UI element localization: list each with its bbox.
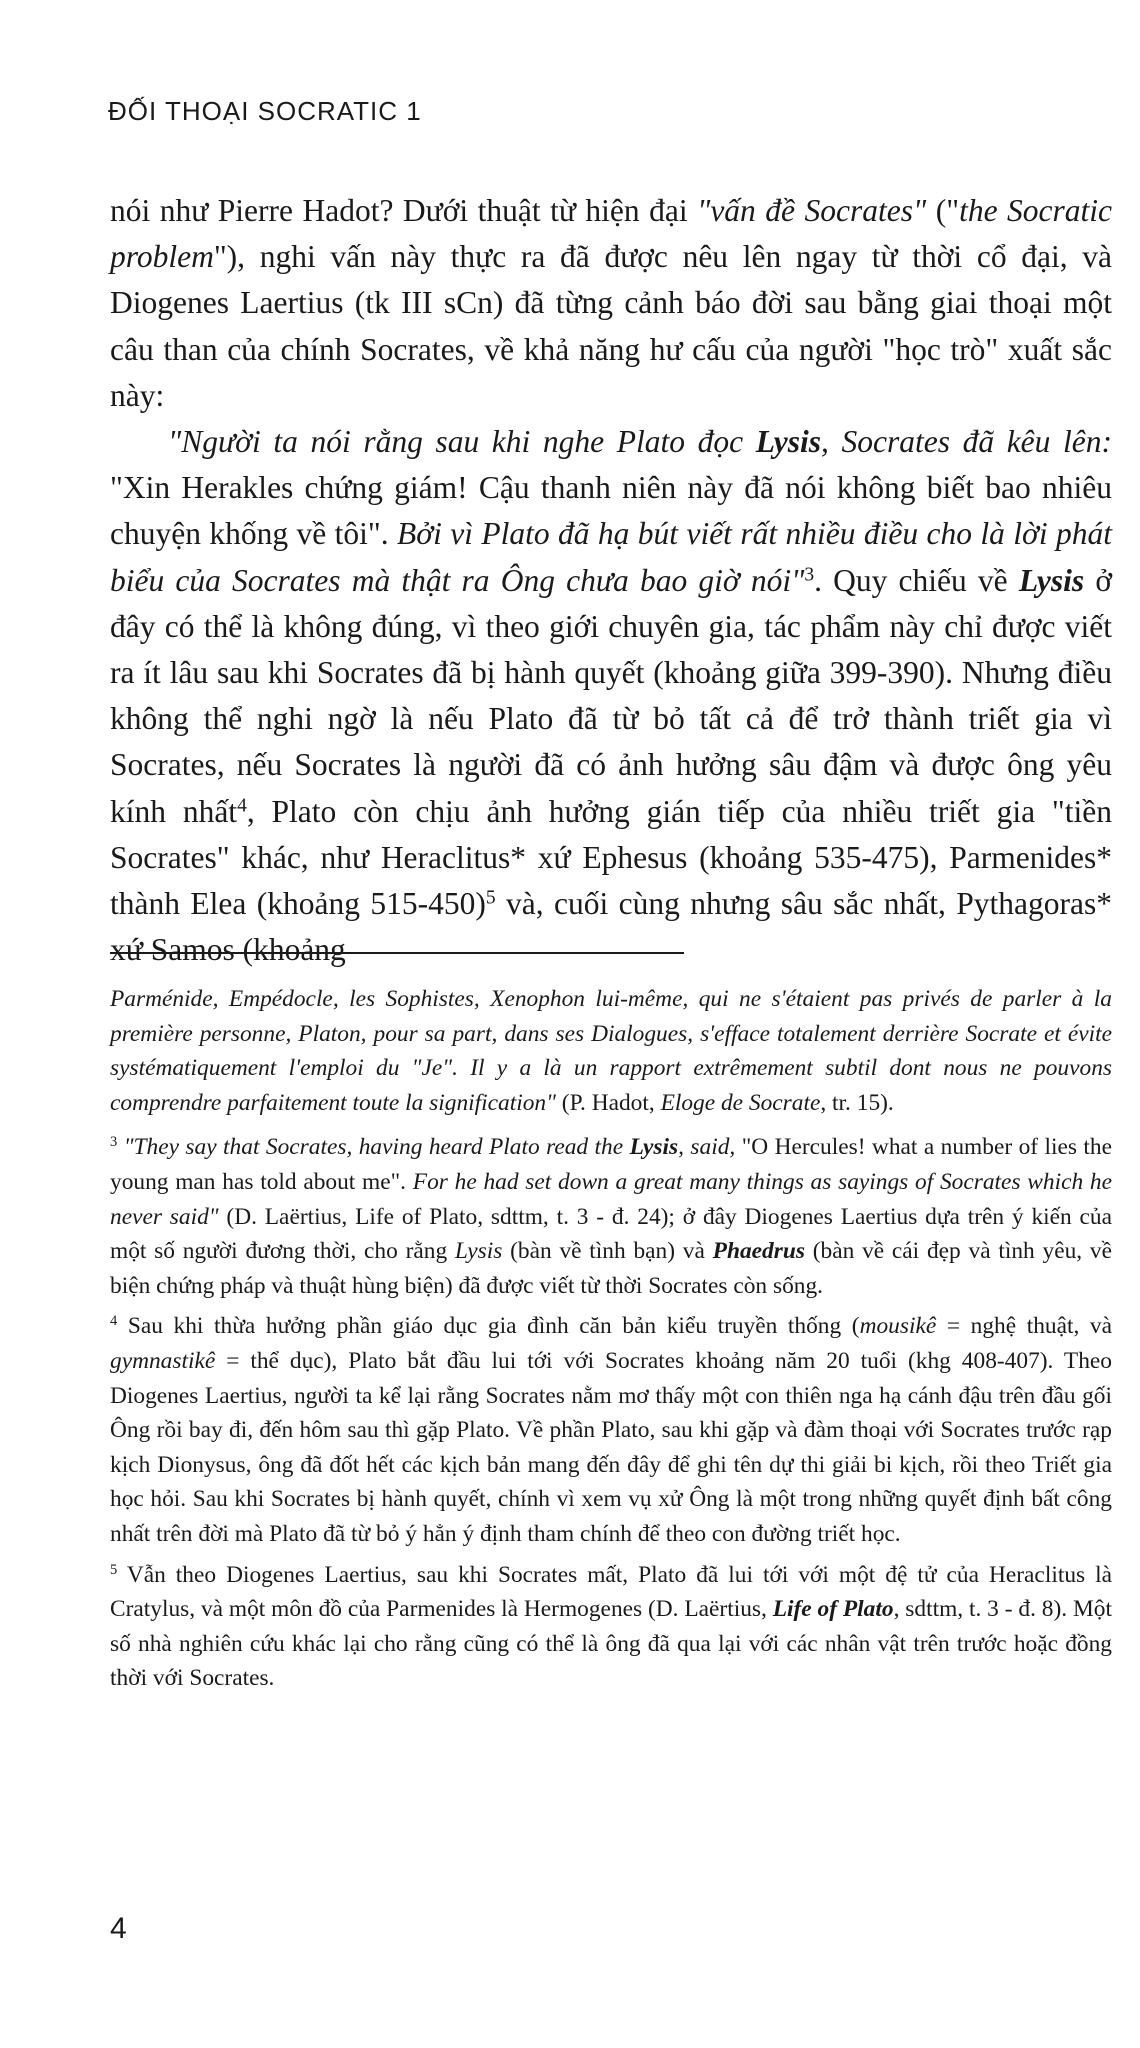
footnote-ref-3[interactable]: 3 xyxy=(804,563,815,585)
footnote-continuation: Parménide, Empédocle, les Sophistes, Xenophon lui-même, qui ne s'étaient pas privés de parler à la première personne, Platon, pour sa part, dans ses Dialogues, s'efface totalement derrière Socrate et évite systématiquement l'emploi du "Je". Il y a là un rapport extrêmement subtil dont nous ne pouvons comprendre parfaitement toute la signification" (P. Hadot, Eloge de Socrate, tr. 15). xyxy=(110,986,1112,1116)
main-text xyxy=(110,188,1112,973)
footnote-3: $^3$ "They say that Socrates, having heard Plato read the Lysis, said, "O Hercules! what a number of lies the young man has told about me". For he had set down a great many things as sayings of Socrates which he never said" (D. Laërtius, Life of Plato, sdttm, t. 3 - đ. 24); ở đây Diogenes Laertius dựa trên ý kiến của một số người đương thời, cho rằng Lysis (bàn về tình bạn) và Phaedrus (bàn về cái đẹp và tình yêu, về biện chứng pháp và thuật hùng biện) đã được viết từ thời Socrates còn sống. xyxy=(110,1134,1113,1299)
running-head-title: ĐỐI THOẠI SOCRATIC 1 xyxy=(108,96,422,126)
footnote-marker-4: 4 xyxy=(110,1313,118,1330)
paragraph-1: nói như Pierre Hadot? Dưới thuật từ hiện đại "vấn đề Socrates" ("the Socratic problem"), nghi vấn này thực ra đã được nêu lên ngay từ thời cổ đại, và Diogenes Laertius (tk III sCn) đã từng cảnh báo đời sau bằng giai thoại một câu than của chính Socrates, về khả năng hư cấu của người "học trò" xuất sắc này: xyxy=(110,193,1113,413)
footnote-ref-5[interactable]: 5 xyxy=(485,887,496,909)
footnote-4: $^4$ Sau khi thừa hưởng phần giáo dục gia đình căn bản kiểu truyền thống (mousikê = nghệ thuật, và gymnastikê = thể dục), Plato bắt đầu lui tới với Socrates khoảng năm 20 tuổi (khg 408-407). Theo Diogenes Laertius, người ta kể lại rằng Socrates nằm mơ thấy một con thiên nga hạ cánh đậu trên đầu gối Ông rồi bay đi, đến hôm sau thì gặp Plato. Về phần Plato, sau khi gặp và đàm thoại với Socrates trước rạp kịch Dionysus, ông đã đốt hết các kịch bản mang đến đây để ghi tên dự thi giải bi kịch, rồi theo Triết gia học hỏi. Sau khi Socrates bị hành quyết, chính vì xem vụ xử Ông là một trong những quyết định bất công nhất trên đời mà Plato đã từ bỏ ý hẳn ý định tham chính để theo con đường triết học. xyxy=(110,1313,1112,1547)
page-number: 4 xyxy=(110,1912,127,1945)
paragraph-2: "Người ta nói rằng sau khi nghe Plato đọc Lysis, Socrates đã kêu lên: "Xin Herakles chứng giám! Cậu thanh niên này đã nói không biết bao nhiêu chuyện khống về tôi". Bởi vì Plato đã hạ bút viết rất nhiều điều cho là lời phát biểu của Socrates mà thật ra Ông chưa bao giờ nói"$^3$. Quy chiếu về Lysis ở đây có thể là không đúng, vì theo giới chuyên gia, tác phẩm này chỉ được viết ra ít lâu sau khi Socrates đã bị hành quyết (khoảng giữa 399-390). Nhưng điều không thể nghi ngờ là nếu Plato đã từ bỏ tất cả để trở thành triết gia vì Socrates, nếu Socrates là người đã có ảnh hưởng sâu đậm và được ông yêu kính nhất$^4$, Plato còn chịu ảnh hưởng gián tiếp của nhiều triết gia "tiền Socrates" khác, như Heraclitus* xứ Ephesus (khoảng 535-475), Parmenides* thành Elea (khoảng 515-450)$^5$ và, cuối cùng nhưng sâu sắc nhất, Pythagoras* xứ Samos (khoảng xyxy=(110,424,1112,968)
footnotes xyxy=(110,982,1112,1702)
footnote-divider xyxy=(110,952,684,954)
footnote-5: $^5$ Vẫn theo Diogenes Laertius, sau khi Socrates mất, Plato đã lui tới với một đệ tử của Heraclitus là Cratylus, và một môn đồ của Parmenides là Hermogenes (D. Laërtius, Life of Plato, sdttm, t. 3 - đ. 8). Một số nhà nghiên cứu khác lại cho rằng cũng có thể là ông đã qua lại với các nhân vật trên trước hoặc đồng thời với Socrates. xyxy=(110,1561,1112,1692)
footnote-marker-3: 3 xyxy=(110,1134,118,1151)
footnote-marker-5: 5 xyxy=(110,1561,118,1578)
footnote-ref-4[interactable]: 4 xyxy=(237,794,247,816)
